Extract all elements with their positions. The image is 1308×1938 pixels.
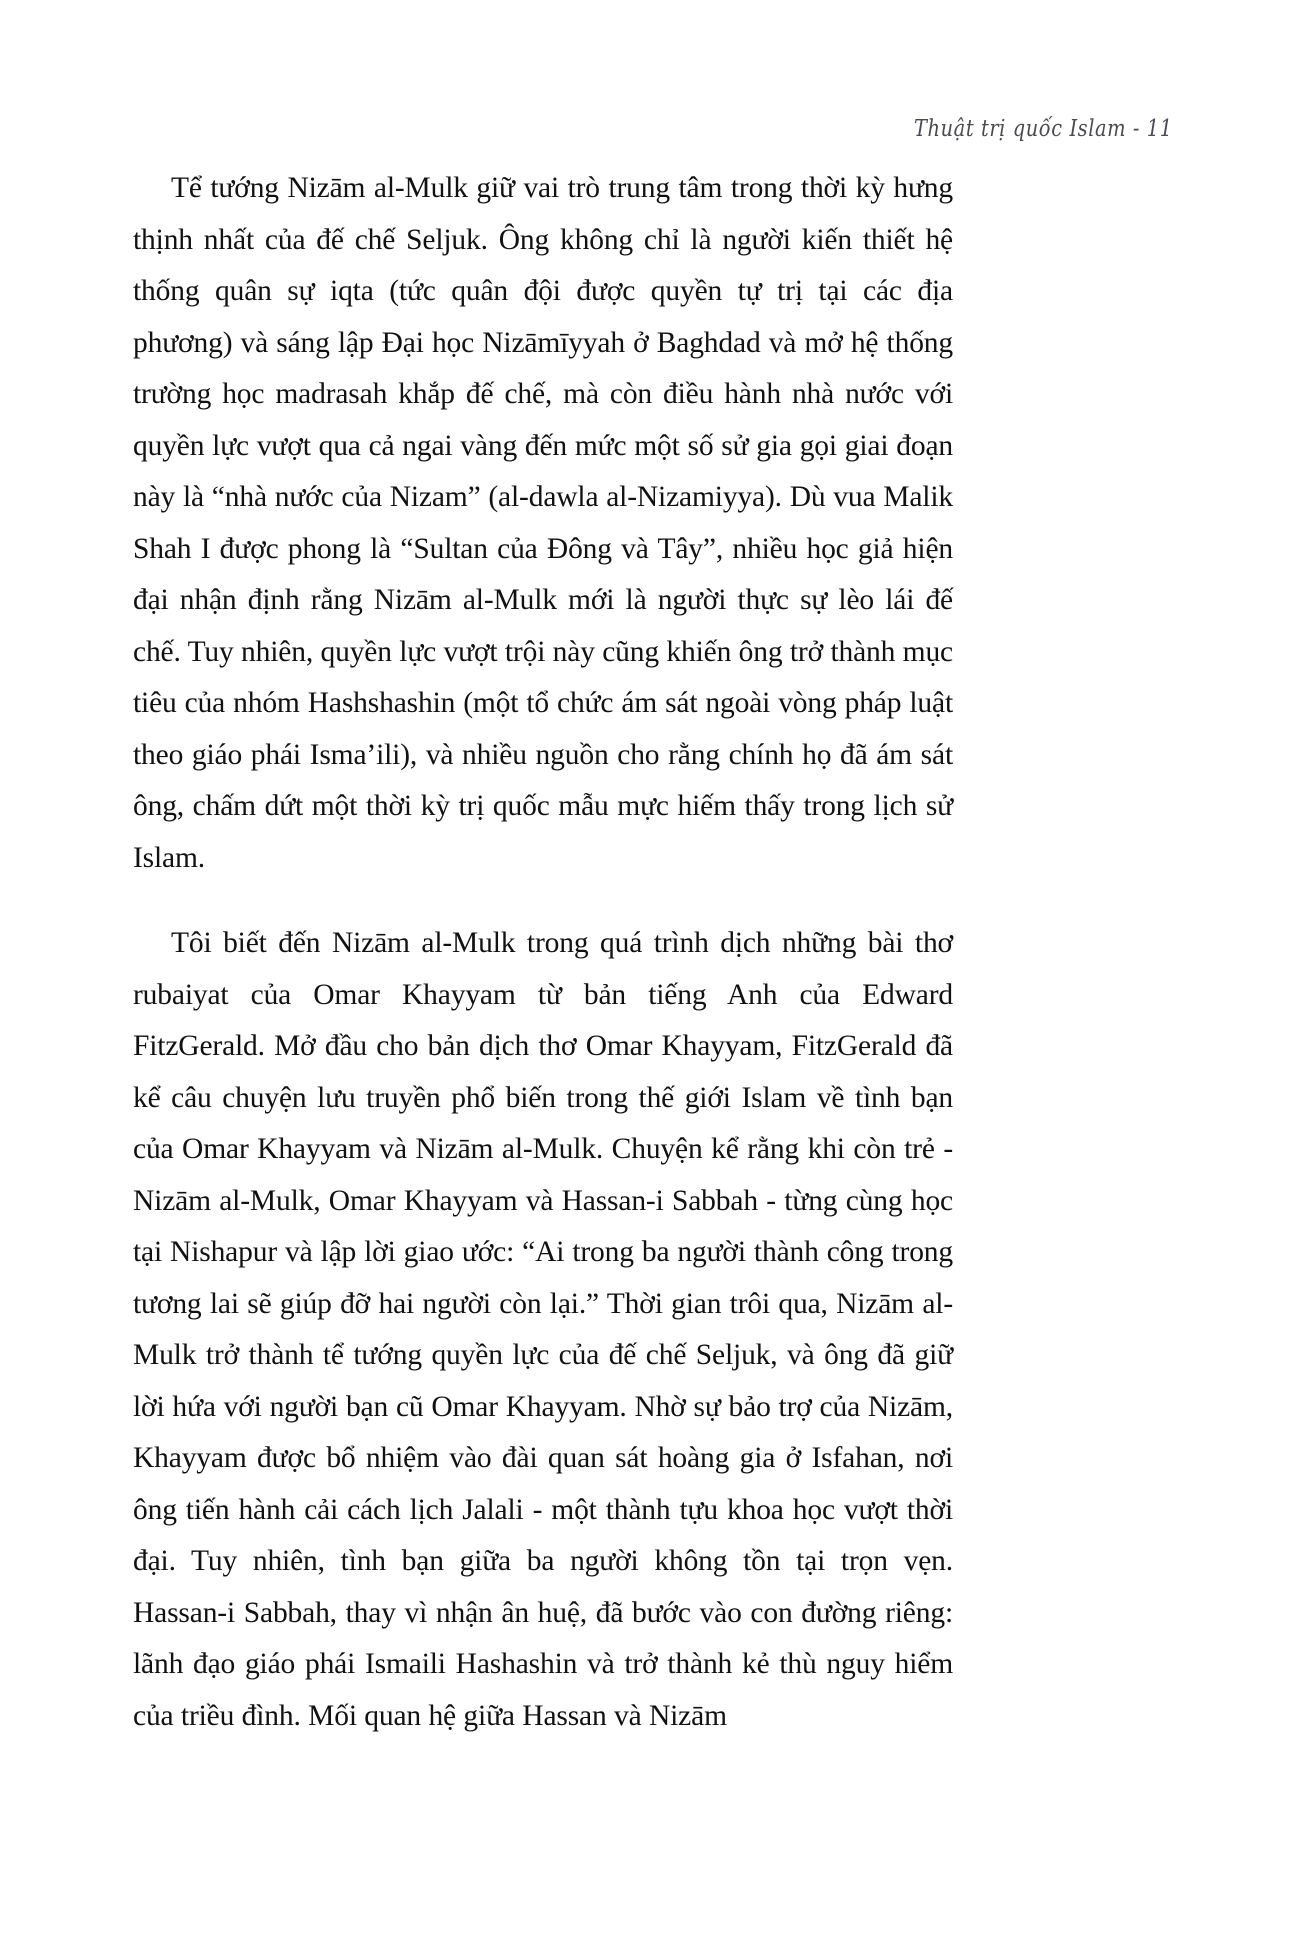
running-header [130,108,1173,142]
body-paragraph-1: Tể tướng Nizām al-Mulk giữ vai trò trung tâm trong thời kỳ hưng thịnh nhất của đế chế Seljuk. Ông không chỉ là người kiến thiết hệ thống quân sự iqta (tức quân đội được quyền tự trị tại các địa phương) và sáng lập Đại học Nizāmīyyah ở Baghdad và mở hệ thống trường học madrasah khắp đế chế, mà còn điều hành nhà nước với quyền lực vượt qua cả ngai vàng đến mức một số sử gia gọi giai đoạn này là “nhà nước của Nizam” (al-dawla al-Nizamiyya). Dù vua Malik Shah I được phong là “Sultan của Đông và Tây”, nhiều học giả hiện đại nhận định rằng Nizām al-Mulk mới là người thực sự lèo lái đế chế. Tuy nhiên, quyền lực vượt trội này cũng khiến ông trở thành mục tiêu của nhóm Hashshashin (một tổ chức ám sát ngoài vòng pháp luật theo giáo phái Isma’ili), và nhiều nguồn cho rằng chính họ đã ám sát ông, chấm dứt một thời kỳ trị quốc mẫu mực hiếm thấy trong lịch sử Islam. [133,172,953,874]
body-text-block [133,163,953,1742]
running-header-title: Thuật trị quốc Islam - 11 [914,113,1173,142]
body-paragraph-2: Tôi biết đến Nizām al-Mulk trong quá trình dịch những bài thơ rubaiyat của Omar Khayyam từ bản tiếng Anh của Edward FitzGerald. Mở đầu cho bản dịch thơ Omar Khayyam, FitzGerald đã kể câu chuyện lưu truyền phổ biến trong thế giới Islam về tình bạn của Omar Khayyam và Nizām al-Mulk. Chuyện kể rằng khi còn trẻ - Nizām al-Mulk, Omar Khayyam và Hassan-i Sabbah - từng cùng học tại Nishapur và lập lời giao ước: “Ai trong ba người thành công trong tương lai sẽ giúp đỡ hai người còn lại.” Thời gian trôi qua, Nizām al-Mulk trở thành tể tướng quyền lực của đế chế Seljuk, và ông đã giữ lời hứa với người bạn cũ Omar Khayyam. Nhờ sự bảo trợ của Nizām, Khayyam được bổ nhiệm vào đài quan sát hoàng gia ở Isfahan, nơi ông tiến hành cải cách lịch Jalali - một thành tựu khoa học vượt thời đại. Tuy nhiên, tình bạn giữa ba người không tồn tại trọn vẹn. Hassan-i Sabbah, thay vì nhận ân huệ, đã bước vào con đường riêng: lãnh đạo giáo phái Ismaili Hashashin và trở thành kẻ thù nguy hiểm của triều đình. Mối quan hệ giữa Hassan và Nizām [133,927,953,1732]
